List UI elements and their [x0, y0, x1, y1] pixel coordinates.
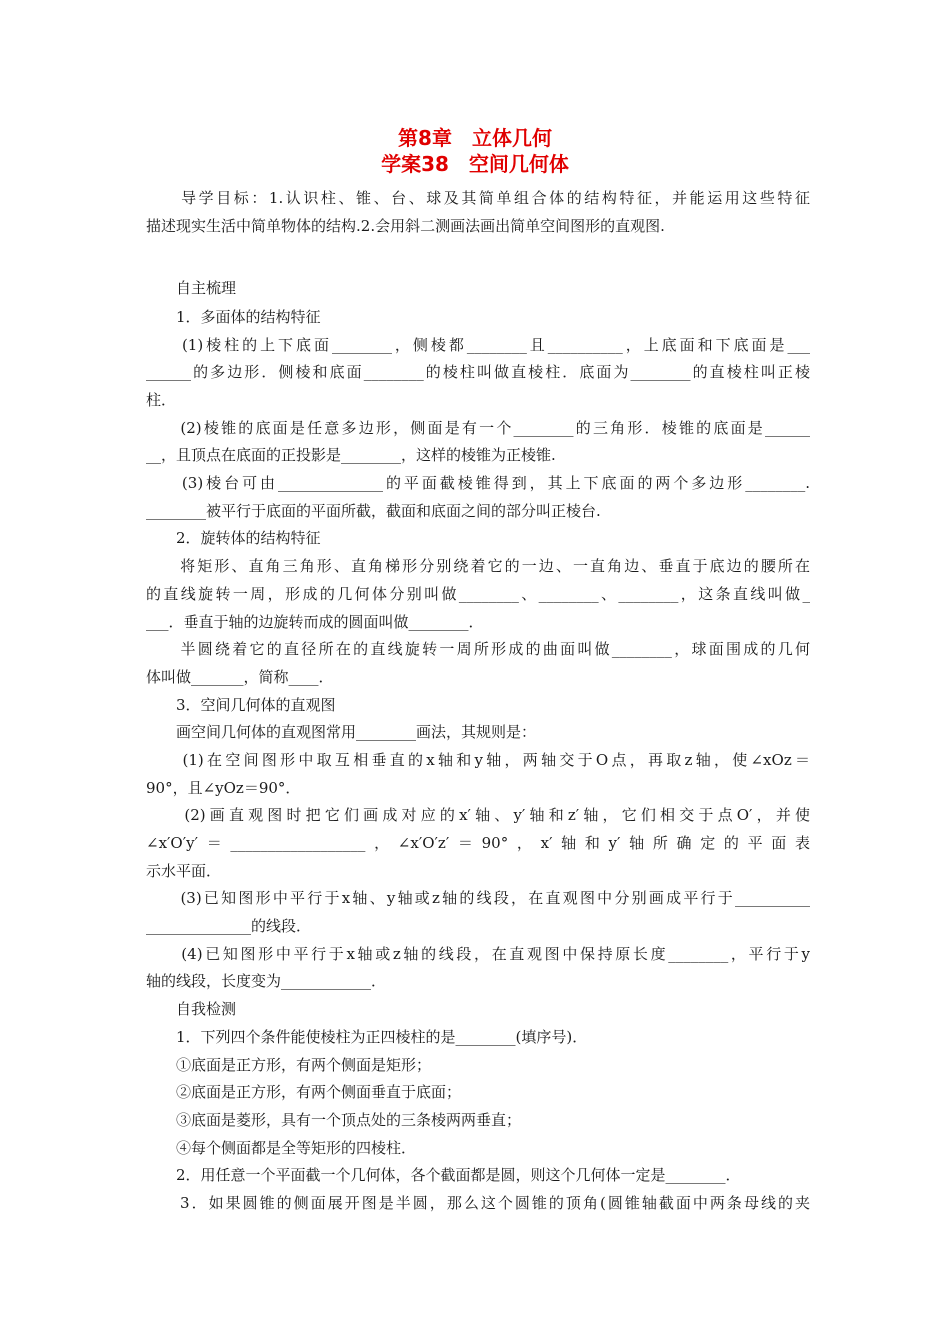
- option-item: ④每个侧面都是全等矩形的四棱柱．: [146, 1139, 417, 1157]
- text-line: (1)在空间图形中取互相垂直的x轴和y轴，两轴交于O点，再取z轴，使∠xOz＝: [146, 751, 810, 769]
- question-item: 3．如果圆锥的侧面展开图是半圆，那么这个圆锥的顶角(圆锥轴截面中两条母线的夹: [146, 1194, 810, 1212]
- text-line: 描述现实生活中简单物体的结构.2.会用斜二测画法画出简单空间图形的直观图.: [146, 217, 665, 235]
- text-line: (3)已知图形中平行于x轴、y轴或z轴的线段，在直观图中分别画成平行于__________: [146, 889, 810, 907]
- text-line: 将矩形、直角三角形、直角梯形分别绕着它的一边、一直角边、垂直于底边的腰所在: [146, 557, 810, 575]
- text-line: __，且顶点在底面的正投影是________，这样的棱锥为正棱锥.: [146, 446, 556, 464]
- question-item: 2．用任意一个平面截一个几何体，各个截面都是圆，则这个几何体一定是________．: [146, 1166, 741, 1184]
- subsection-heading: 1．多面体的结构特征: [146, 308, 321, 326]
- text-line: 示水平面．: [146, 862, 222, 880]
- lesson-title: 学案38 空间几何体: [381, 152, 569, 176]
- text-line: 导学目标：1.认识柱、锥、台、球及其简单组合体的结构特征，并能运用这些特征: [146, 189, 810, 207]
- text-line: 画空间几何体的直观图常用________画法，其规则是：: [146, 723, 537, 741]
- text-line: (1)棱柱的上下底面________，侧棱都________且__________，上底面和下底面是___: [146, 336, 810, 354]
- text-line: ∠x′O′y′＝__________________，∠x′O′z′＝90°，x′轴和y′轴所确定的平面表: [146, 834, 810, 852]
- subsection-heading: 2．旋转体的结构特征: [146, 529, 321, 547]
- option-item: ②底面是正方形，有两个侧面垂直于底面；: [146, 1083, 462, 1101]
- text-line: (3)棱台可由______________的平面截棱锥得到，其上下底面的两个多边形________.: [146, 474, 810, 492]
- text-line: (2)棱锥的底面是任意多边形，侧面是有一个________的三角形．棱锥的底面是______: [146, 419, 810, 437]
- subsection-heading: 3．空间几何体的直观图: [146, 696, 336, 714]
- text-line: 半圆绕着它的直径所在的直线旋转一周所形成的曲面叫做________，球面围成的几何: [146, 640, 810, 658]
- section-heading: 自主梳理: [146, 279, 237, 297]
- section-heading: 自我检测: [146, 1000, 237, 1018]
- text-line: 90°，且∠yOz＝90°．: [146, 779, 301, 797]
- chapter-title: 第8章 立体几何: [398, 126, 552, 150]
- text-line: ________被平行于底面的平面所截，截面和底面之间的部分叫正棱台.: [146, 502, 601, 520]
- text-line: 的直线旋转一周，形成的几何体分别叫做________、________、________，这条直线叫做_: [146, 585, 810, 603]
- text-line: ______的多边形．侧棱和底面________的棱柱叫做直棱柱．底面为________的直棱柱叫正棱: [146, 363, 810, 381]
- option-item: ①底面是正方形，有两个侧面是矩形；: [146, 1056, 432, 1074]
- text-line: 柱．: [146, 391, 177, 409]
- text-line: ___．垂直于轴的边旋转而成的圆面叫做________．: [146, 613, 484, 631]
- question-item: 1．下列四个条件能使棱柱为正四棱柱的是________(填序号)．: [146, 1028, 588, 1046]
- text-line: (4)已知图形中平行于x轴或z轴的线段，在直观图中保持原长度________，平行于y: [146, 945, 810, 963]
- text-line: 轴的线段，长度变为____________．: [146, 972, 387, 990]
- text-line: 体叫做_______，简称____．: [146, 668, 334, 686]
- text-line: ______________的线段．: [146, 917, 312, 935]
- option-item: ③底面是菱形，具有一个顶点处的三条棱两两垂直；: [146, 1111, 522, 1129]
- text-line: (2)画直观图时把它们画成对应的x′轴、y′轴和z′轴，它们相交于点O′，并使: [146, 806, 810, 824]
